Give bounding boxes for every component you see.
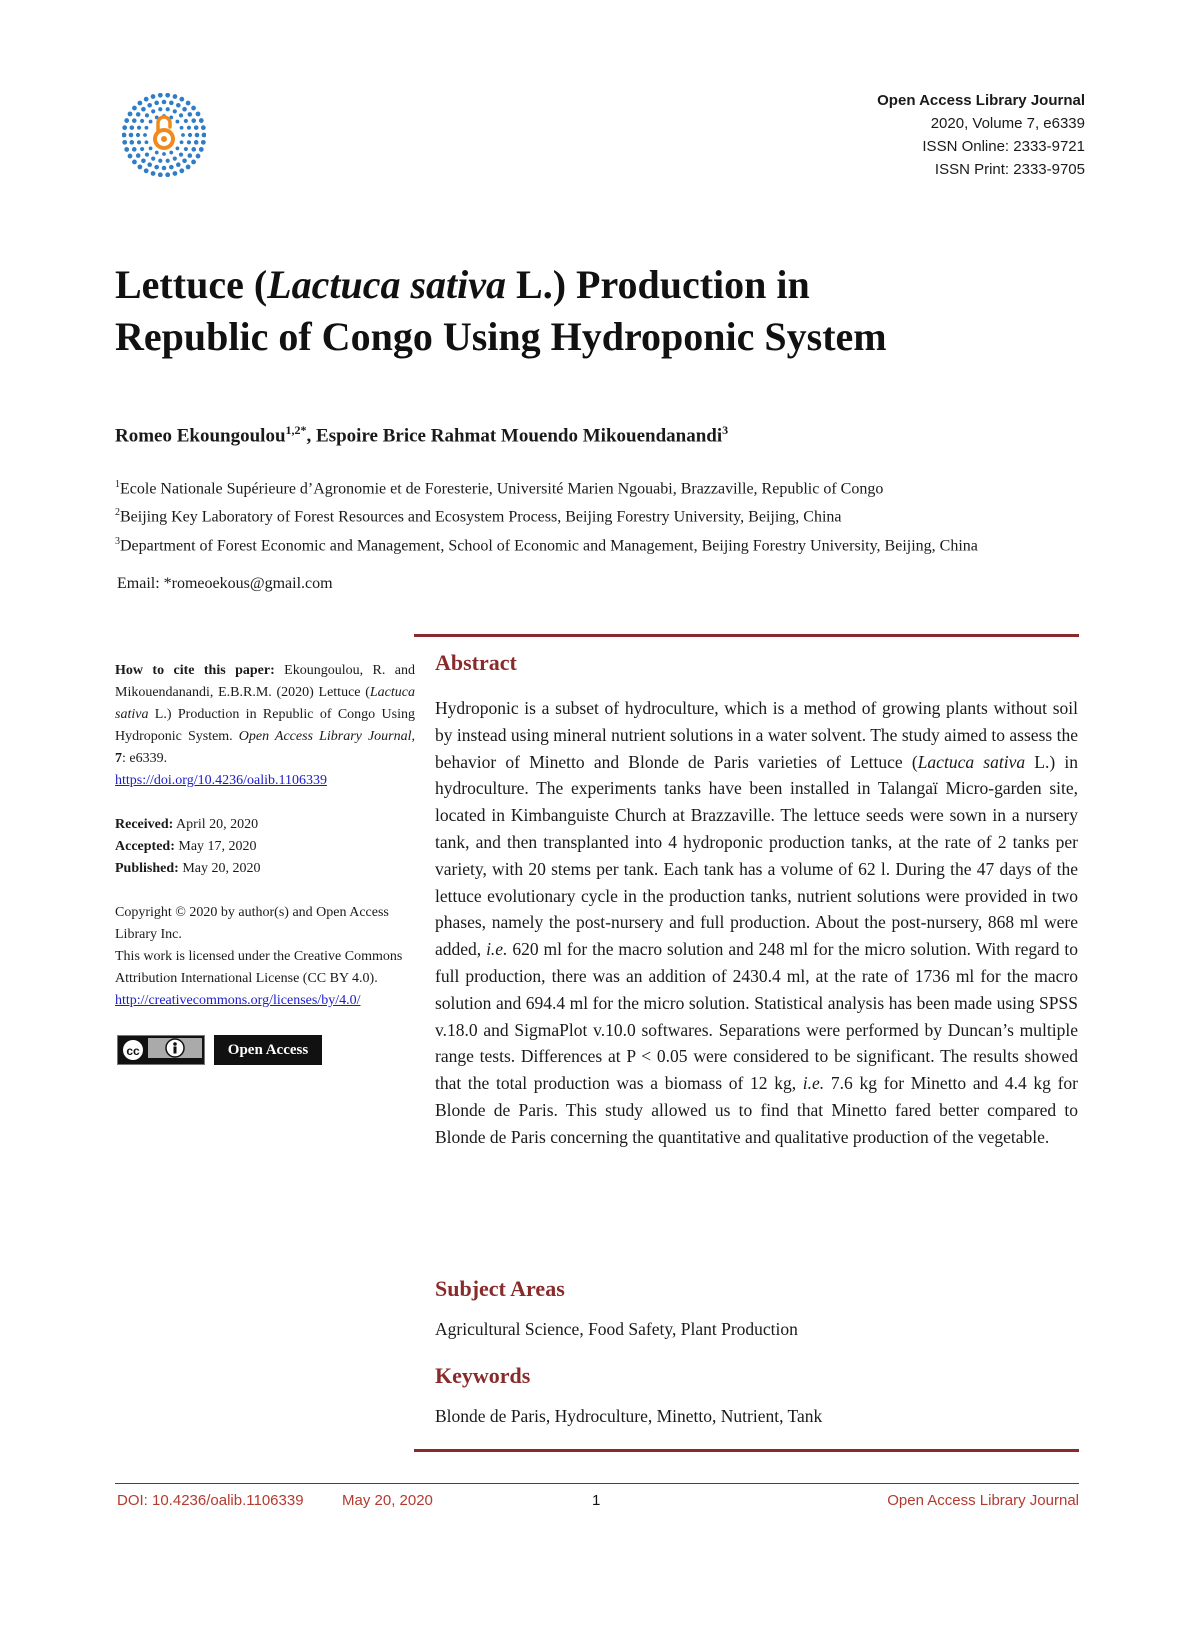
dates-block [115, 814, 260, 880]
abstract-part: Hydroponic is a subset of hydroculture, which is a method of growing plants without soil by instead using mineral nutrient solutions in a water solvent. The study aimed to assess the behavior of Minetto and Blonde de Paris varieties of Lettuce ( [435, 698, 1078, 772]
section-rule-top [414, 634, 1079, 637]
open-access-badge[interactable]: Open Access [214, 1035, 322, 1065]
copyright-block [115, 902, 415, 1012]
issn-online: ISSN Online: 2333-9721 [922, 138, 1085, 155]
affiliation-text: Ecole Nationale Supérieure d’Agronomie et de Foresterie, Université Marien Ngouabi, Brazzaville, Republic of Congo [120, 480, 884, 498]
license-text: This work is licensed under the Creative Commons Attribution International License (CC BY 4.0). [115, 949, 403, 986]
footer-doi: DOI: 10.4236/oalib.1106339 [117, 1492, 304, 1509]
keywords-text: Blonde de Paris, Hydroculture, Minetto, Nutrient, Tank [435, 1406, 823, 1426]
affiliation [115, 501, 1075, 529]
svg-text:cc: cc [126, 1044, 140, 1058]
cite-volume: 7 [115, 751, 122, 766]
title-latin: Lactuca sativa [267, 262, 507, 307]
author-name: Romeo Ekoungoulou [115, 425, 286, 447]
footer-divider [115, 1483, 1079, 1484]
journal-name: Open Access Library Journal [877, 92, 1085, 109]
keywords-heading: Keywords [435, 1363, 531, 1388]
affiliations [115, 473, 1075, 558]
author-email: Email: *romeoekous@gmail.com [117, 575, 333, 592]
cite-label: How to cite this paper: [115, 663, 275, 678]
cite-journal: Open Access Library Journal [238, 729, 412, 744]
section-rule-bottom [414, 1449, 1079, 1452]
authors [115, 423, 728, 447]
accepted-label: Accepted: [115, 839, 175, 854]
copyright-text: Copyright © 2020 by author(s) and Open Access Library Inc. [115, 905, 389, 942]
doi-link[interactable]: https://doi.org/10.4236/oalib.1106339 [115, 773, 327, 788]
author-sep: , [306, 425, 317, 447]
abstract-heading: Abstract [435, 650, 517, 675]
affiliation-num: 1 [115, 479, 120, 490]
footer-date: May 20, 2020 [342, 1492, 433, 1509]
abstract-text [435, 695, 1078, 1151]
paper-title [115, 259, 1075, 363]
cite-text: L.) Production in Republic of Congo Using Hydroponic System. [115, 707, 415, 744]
journal-info [877, 89, 1085, 181]
accepted-date: May 17, 2020 [174, 839, 257, 854]
title-part: Lettuce ( [115, 262, 268, 307]
affiliation-text: Beijing Key Laboratory of Forest Resources and Ecosystem Process, Beijing Forestry University, Beijing, China [120, 508, 842, 526]
received-date: April 20, 2020 [173, 817, 259, 832]
footer-journal: Open Access Library Journal [887, 1492, 1079, 1509]
author-sup: 3 [722, 423, 729, 437]
abstract-part: 7.6 kg for Minetto and 4.4 kg for Blonde de Paris. This study allowed us to find that Minetto fared better compared to Blonde de Paris concerning the quantitative and qualitative production of the vegetable. [435, 1073, 1078, 1147]
open-access-logo [122, 93, 206, 177]
affiliation-text: Department of Forest Economic and Management, School of Economic and Management, Beijing Forestry University, Beijing, China [120, 536, 978, 554]
journal-volume: 2020, Volume 7, e6339 [930, 115, 1085, 132]
received-label: Received: [115, 817, 174, 832]
license-link[interactable]: http://creativecommons.org/licenses/by/4.0/ [115, 993, 361, 1008]
cite-latin: Lactuca sativa [115, 685, 415, 722]
title-part: L.) Production in [506, 262, 810, 307]
abstract-latin: Lactuca sativa [917, 751, 1026, 772]
cite-text: : e6339. [122, 751, 168, 766]
cc-by-icon[interactable] [117, 1035, 205, 1065]
abstract-part: L.) in hydroculture. The experiments tanks have been installed in Talangaï Micro-garden site, located in Kimbanguiste Church at Brazzaville. The lettuce seeds were sown in a nursery tank, and then transplanted into 4 hydroponic production tanks, at the rate of 2 tanks per variety, with 20 stems per tank. Each tank has a volume of 62 l. During the 47 days of the lettuce evolutionary cycle in the production tanks, nutrient solutions were provided in two phases, namely the post-nursery and full production. About the post-nursery, 868 ml were added, [435, 751, 1078, 960]
issn-print: ISSN Print: 2333-9705 [934, 161, 1085, 178]
subject-areas-text: Agricultural Science, Food Safety, Plant Production [435, 1319, 798, 1339]
affiliation [115, 530, 1075, 558]
affiliation-num: 3 [115, 535, 120, 547]
affiliation [115, 473, 1075, 501]
affiliation-num: 2 [115, 507, 120, 519]
citation-block [115, 660, 415, 792]
abstract-part: 620 ml for the macro solution and 248 ml for the micro solution. With regard to full production, there was an addition of 2430.4 ml, at the rate of 1736 ml for the macro solution and 694.4 ml for the micro solution. Statistical analysis has been made using SPSS v.18.0 and SigmaPlot v.10.0 softwares. Separations were performed by Duncan’s multiple range tests. Differences at P < 0.05 were considered to be significant. The results showed that the total production was a biomass of 12 kg, [435, 939, 1078, 1094]
published-date: May 20, 2020 [178, 861, 261, 876]
author-name: Espoire Brice Rahmat Mouendo Mikouendanandi [316, 425, 723, 447]
cite-text: Ekoungoulou, R. and Mikouendanandi, E.B.R.M. (2020) Lettuce ( [115, 663, 416, 700]
author-sup: 1,2* [285, 423, 307, 437]
abstract-ie: i.e. [802, 1073, 825, 1094]
published-label: Published: [115, 861, 179, 876]
cite-text: , [411, 729, 415, 744]
abstract-ie: i.e. [486, 939, 508, 960]
page-number: 1 [592, 1492, 601, 1509]
subject-areas-heading: Subject Areas [435, 1276, 565, 1301]
title-line2: Republic of Congo Using Hydroponic System [115, 314, 887, 359]
